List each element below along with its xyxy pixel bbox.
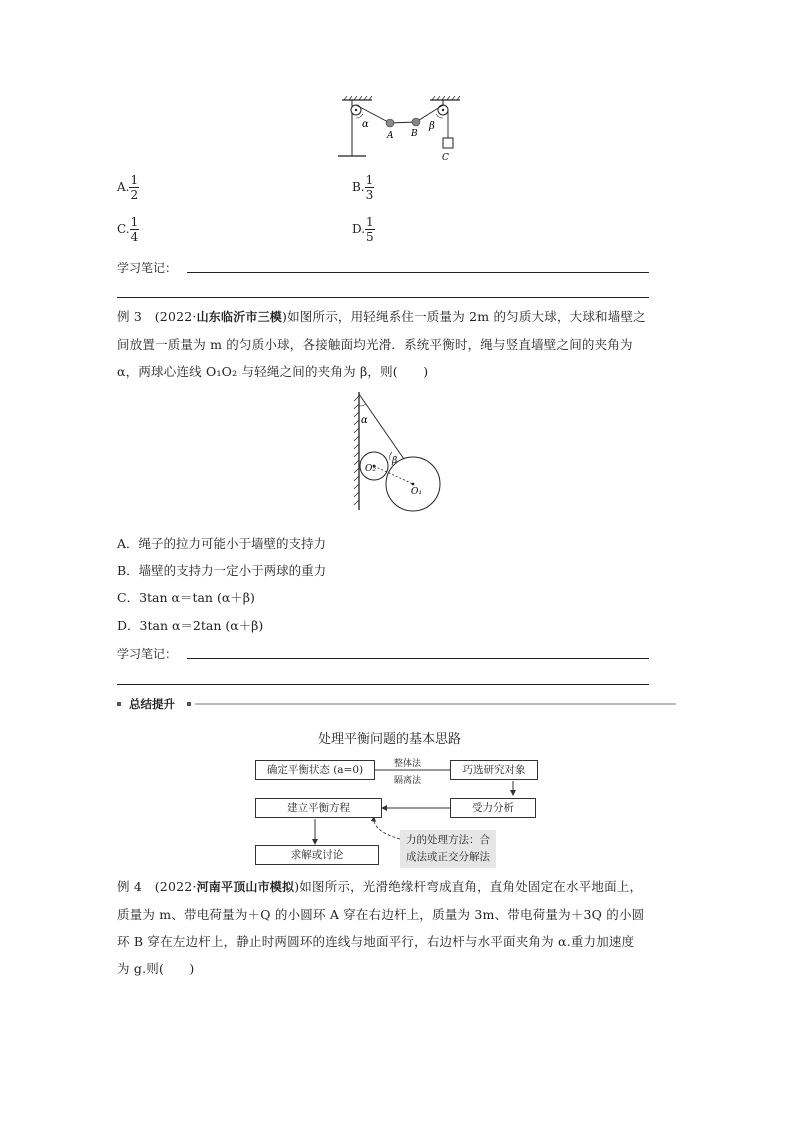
label-a: A	[387, 131, 394, 141]
option-letter: B.	[352, 180, 365, 194]
ball-b	[412, 118, 420, 126]
notes-line[interactable]	[117, 684, 649, 685]
text-line: 间放置一质量为 m 的匀质小球，各接触面均光滑．系统平衡时，绳与竖直墙壁之间的夹角为	[117, 337, 633, 352]
hint-line: 力的处理方法：合	[406, 834, 490, 846]
option-d[interactable]	[352, 215, 375, 244]
flow-box-equations: 建立平衡方程	[255, 798, 382, 818]
example-3-text	[117, 303, 687, 385]
denominator: 5	[366, 230, 374, 244]
option-b[interactable]	[352, 173, 374, 202]
fraction	[130, 215, 140, 244]
example-4-text	[117, 873, 687, 982]
denominator: 2	[130, 188, 139, 202]
denominator: 4	[130, 230, 139, 244]
denominator: 3	[365, 188, 374, 202]
ball-a	[386, 119, 394, 127]
example-label: 例 3	[117, 309, 143, 324]
ex3-option-d[interactable]: D．3tan α＝2tan (α＋β)	[117, 618, 264, 633]
label-c: C	[442, 153, 449, 163]
fraction	[129, 173, 139, 202]
beta-label: β	[429, 121, 435, 132]
notes-line[interactable]	[117, 297, 649, 298]
flow-box-equilibrium-state: 确定平衡状态 (a=0)	[255, 760, 375, 780]
text-line: 为 g.则( )	[117, 961, 195, 976]
option-letter: D.	[352, 222, 366, 236]
fraction	[365, 173, 375, 202]
flow-box-choose-object: 巧选研究对象	[450, 760, 538, 780]
study-notes-label: 学习笔记：	[117, 647, 178, 661]
text-line: )如图所示，光滑绝缘杆弯成直角，直角处固定在水平地面上，	[294, 879, 643, 894]
option-letter: C.	[117, 222, 130, 236]
source-name: 河南平顶山市模拟	[196, 880, 295, 894]
flow-box-solve: 求解或讨论	[255, 845, 379, 865]
arrow-label-isolation: 隔离法	[394, 776, 422, 786]
example-label: 例 4	[117, 879, 143, 894]
numerator: 1	[366, 215, 374, 229]
alpha-label: α	[361, 415, 368, 426]
numerator: 1	[130, 215, 139, 229]
study-notes-label: 学习笔记：	[117, 261, 178, 275]
option-a[interactable]	[117, 173, 139, 202]
flow-title: 处理平衡问题的基本思路	[318, 732, 462, 747]
ex3-option-a[interactable]: A．绳子的拉力可能小于墙壁的支持力	[117, 536, 327, 551]
numerator: 1	[130, 173, 139, 187]
alpha-label: α	[362, 119, 369, 130]
hint-force-methods	[400, 830, 496, 868]
o2-label: O₂	[365, 464, 376, 474]
source-prefix: (2022·	[154, 879, 197, 894]
text-line: )如图所示，用轻绳系住一质量为 2m 的匀质大球，大球和墙壁之	[282, 309, 646, 324]
block-c	[443, 138, 453, 148]
beta-label: β	[392, 456, 398, 466]
pulley-figure	[330, 96, 470, 164]
text-line: 环 B 穿在左边杆上，静止时两圆环的连线与地面平行，右边杆与水平面夹角为 α.重力加速度	[117, 934, 635, 949]
section-divider	[195, 703, 676, 705]
option-letter: A.	[117, 180, 130, 194]
source-name: 山东临沂市三模	[196, 310, 283, 324]
o1-label: O₁	[411, 487, 422, 497]
fraction	[365, 215, 375, 244]
text-line: 质量为 m、带电荷量为＋Q 的小圆环 A 穿在右边杆上，质量为 3m、带电荷量为＋3Q 的小圆	[117, 907, 645, 922]
numerator: 1	[365, 173, 374, 187]
arrow-label-whole: 整体法	[394, 759, 422, 769]
label-b: B	[411, 129, 418, 139]
ex3-option-c[interactable]: C．3tan α＝tan (α＋β)	[117, 590, 255, 605]
section-title: 总结提升	[129, 697, 175, 711]
balls-wall-figure	[345, 392, 445, 512]
flow-box-force-analysis: 受力分析	[450, 798, 536, 818]
notes-line[interactable]	[187, 272, 649, 273]
section-square-icon	[117, 702, 121, 706]
section-square-icon	[187, 702, 191, 706]
option-c[interactable]	[117, 215, 139, 244]
hint-line: 成法或正交分解法	[406, 851, 490, 863]
ex3-option-b[interactable]: B．墙壁的支持力一定小于两球的重力	[117, 563, 327, 578]
source-prefix: (2022·	[154, 309, 197, 324]
notes-line[interactable]	[187, 658, 649, 659]
text-line: α，两球心连线 O₁O₂ 与轻绳之间的夹角为 β，则( )	[117, 364, 429, 379]
